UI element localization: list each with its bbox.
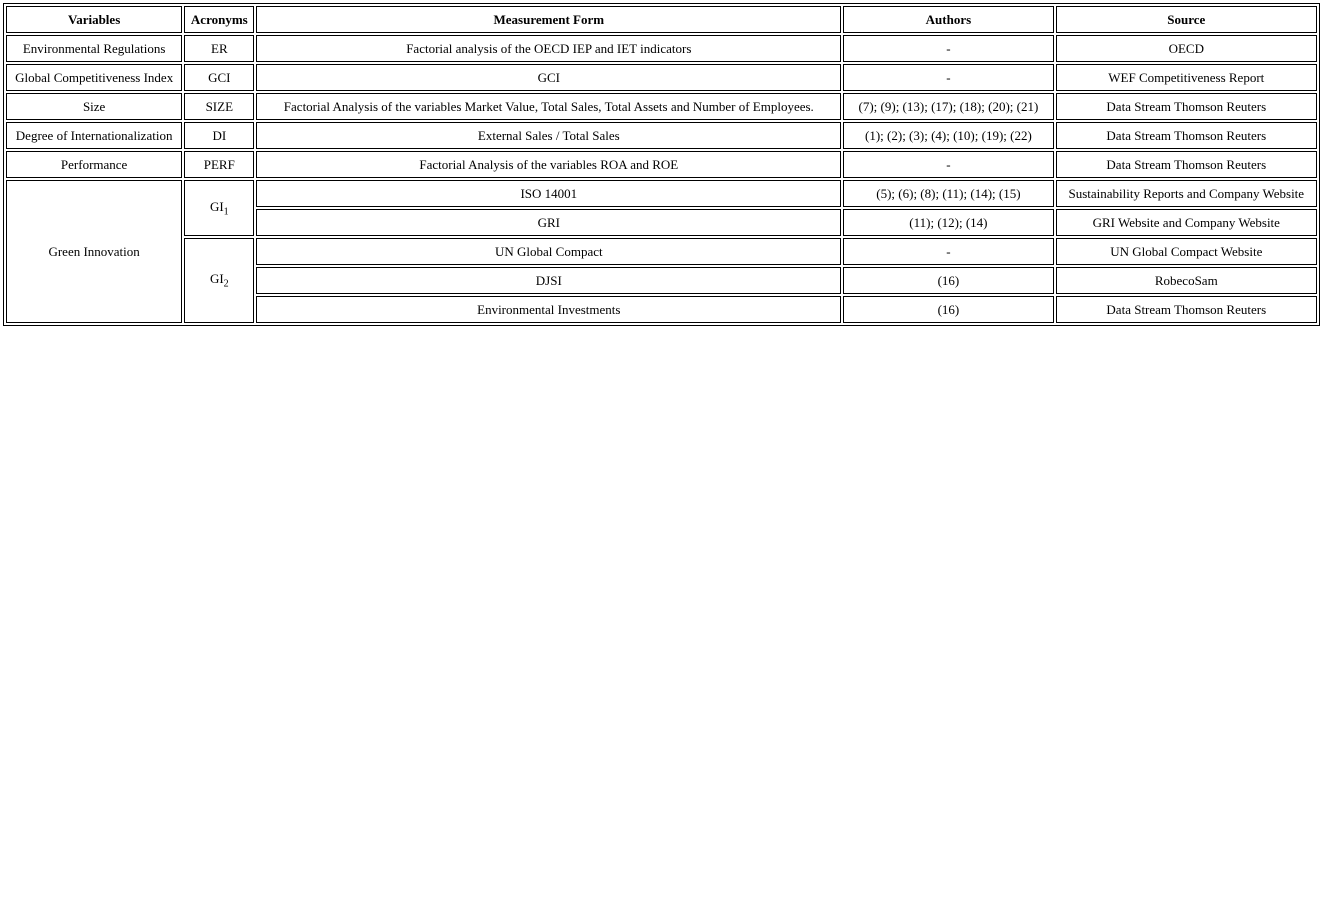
- table-row: [6, 122, 1317, 149]
- table-row: [6, 180, 1317, 207]
- acronym-base: GI: [209, 271, 224, 287]
- cell-acronym-gi2: [184, 238, 254, 323]
- cell-authors: -: [843, 238, 1053, 265]
- cell-acronym: GCI: [184, 64, 254, 91]
- header-authors: Authors: [843, 6, 1053, 33]
- cell-measurement: Environmental Investments: [256, 296, 841, 323]
- cell-measurement: UN Global Compact: [256, 238, 841, 265]
- table-row: [6, 151, 1317, 178]
- cell-authors: (5); (6); (8); (11); (14); (15): [843, 180, 1053, 207]
- cell-authors: (16): [843, 267, 1053, 294]
- cell-source: WEF Competitiveness Report: [1056, 64, 1317, 91]
- variables-table: [3, 3, 1320, 326]
- cell-authors: (16): [843, 296, 1053, 323]
- acronym-subscript: 2: [223, 278, 229, 290]
- cell-variable: Environmental Regulations: [6, 35, 182, 62]
- cell-authors: -: [843, 35, 1053, 62]
- cell-source: RobecoSam: [1056, 267, 1317, 294]
- cell-measurement: Factorial Analysis of the variables Market Value, Total Sales, Total Assets and Number of Employees.: [256, 93, 841, 120]
- cell-measurement: External Sales / Total Sales: [256, 122, 841, 149]
- table-row: [6, 35, 1317, 62]
- header-measurement-form: Measurement Form: [256, 6, 841, 33]
- acronym-subscript: 1: [223, 206, 229, 218]
- cell-source: Data Stream Thomson Reuters: [1056, 122, 1317, 149]
- cell-acronym-gi1: [184, 180, 254, 236]
- cell-source: Sustainability Reports and Company Website: [1056, 180, 1317, 207]
- cell-measurement: GRI: [256, 209, 841, 236]
- cell-variable: Size: [6, 93, 182, 120]
- table-container: [3, 3, 1320, 326]
- cell-measurement: DJSI: [256, 267, 841, 294]
- cell-acronym: PERF: [184, 151, 254, 178]
- cell-source: OECD: [1056, 35, 1317, 62]
- header-source: Source: [1056, 6, 1317, 33]
- cell-measurement: Factorial analysis of the OECD IEP and IET indicators: [256, 35, 841, 62]
- cell-variable-green-innovation: Green Innovation: [6, 180, 182, 323]
- cell-acronym: DI: [184, 122, 254, 149]
- cell-acronym: SIZE: [184, 93, 254, 120]
- cell-source: Data Stream Thomson Reuters: [1056, 296, 1317, 323]
- cell-source: GRI Website and Company Website: [1056, 209, 1317, 236]
- cell-source: Data Stream Thomson Reuters: [1056, 93, 1317, 120]
- cell-acronym: ER: [184, 35, 254, 62]
- cell-source: UN Global Compact Website: [1056, 238, 1317, 265]
- cell-authors: -: [843, 151, 1053, 178]
- cell-authors: -: [843, 64, 1053, 91]
- table-row: [6, 64, 1317, 91]
- header-acronyms: Acronyms: [184, 6, 254, 33]
- cell-source: Data Stream Thomson Reuters: [1056, 151, 1317, 178]
- table-row: [6, 238, 1317, 265]
- cell-measurement: Factorial Analysis of the variables ROA and ROE: [256, 151, 841, 178]
- cell-variable: Performance: [6, 151, 182, 178]
- cell-variable: Global Competitiveness Index: [6, 64, 182, 91]
- cell-authors: (1); (2); (3); (4); (10); (19); (22): [843, 122, 1053, 149]
- table-row: [6, 93, 1317, 120]
- acronym-base: GI: [209, 198, 224, 214]
- cell-authors: (11); (12); (14): [843, 209, 1053, 236]
- cell-measurement: ISO 14001: [256, 180, 841, 207]
- cell-variable: Degree of Internationalization: [6, 122, 182, 149]
- table-header-row: [6, 6, 1317, 33]
- cell-measurement: GCI: [256, 64, 841, 91]
- cell-authors: (7); (9); (13); (17); (18); (20); (21): [843, 93, 1053, 120]
- header-variables: Variables: [6, 6, 182, 33]
